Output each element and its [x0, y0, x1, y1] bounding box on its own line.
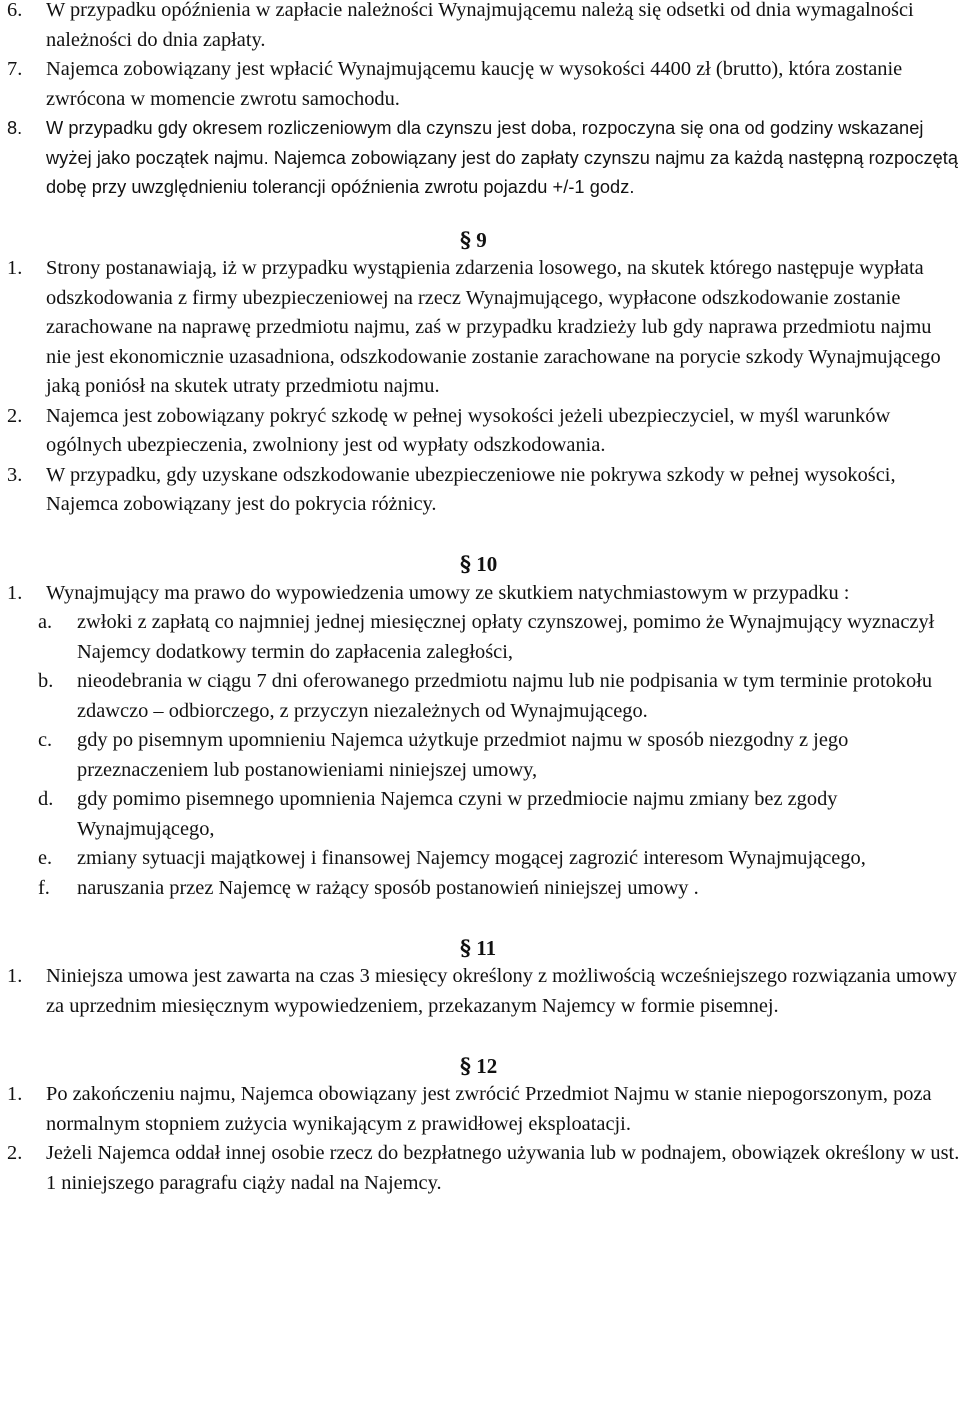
- item-number: 8.: [7, 118, 23, 138]
- list-item: [0, 254, 960, 402]
- item-text: Najemca jest zobowiązany pokryć szkodę w pełnej wysokości jeżeli ubezpieczyciel, w myśl warunków ogólnych ubezpieczenia, zwolniony jest od wypłaty odszkodowania.: [46, 404, 891, 456]
- item-number: 1.: [7, 581, 23, 604]
- sub-list-item: [0, 667, 960, 726]
- section-heading-10: [0, 549, 960, 579]
- item-text: W przypadku gdy okresem rozliczeniowym dla czynszu jest doba, rozpoczyna się ona od godziny wskazanej wyżej jako początek najmu. Najemca zobowiązany jest do zapłaty czynszu najmu za każdą następną rozpoczętą dobę przy uwzględnieniu tolerancji opóźnienia zwrotu pojazdu +/-1 godz.: [46, 118, 959, 197]
- item-number: 2.: [7, 1142, 23, 1164]
- section-number: 10: [476, 552, 498, 576]
- list-item: [0, 579, 960, 609]
- item-letter: d.: [38, 788, 54, 810]
- item-letter: e.: [38, 847, 53, 869]
- item-text: Jeżeli Najemca oddał innej osobie rzecz do bezpłatnego używania lub w podnajem, obowiązek określony w ust. 1 niniejszego paragrafu ciąży nadal na Najemcy.: [46, 1142, 960, 1194]
- section-number: 12: [476, 1053, 498, 1078]
- list-item: [0, 1139, 960, 1198]
- section-symbol: §: [460, 226, 471, 252]
- sub-list-item: [0, 608, 960, 667]
- sub-list-item: [0, 726, 960, 785]
- item-text: Po zakończeniu najmu, Najemca obowiązany jest zwrócić Przedmiot Najmu w stanie niepogorszonym, poza normalnym stopniem zużycia wynikającym z prawidłowej eksploatacji.: [46, 1083, 932, 1135]
- section-number: 11: [476, 935, 497, 960]
- item-letter: f.: [38, 876, 50, 899]
- item-text: Niniejsza umowa jest zawarta na czas 3 miesięcy określony z możliwością wcześniejszego rozwiązania umowy za uprzednim miesięcznym wypowiedzeniem, przekazanym Najemcy w formie pisemnej.: [46, 965, 957, 1017]
- item-text: W przypadku opóźnienia w zapłacie należności Wynajmującemu należą się odsetki od dnia wymagalności należności do dnia zapłaty.: [46, 0, 914, 51]
- item-letter: a.: [38, 611, 53, 633]
- item-number: 3.: [7, 463, 23, 486]
- list-item: [0, 55, 960, 114]
- section-number: 9: [476, 227, 487, 252]
- item-text: nieodebrania w ciągu 7 dni oferowanego przedmiotu najmu lub nie podpisania w tym terminie protokołu zdawczo – odbiorczego, z przyczyn niezależnych od Wynajmującego.: [77, 670, 933, 722]
- list-item: [0, 1080, 960, 1139]
- list-item: [0, 0, 960, 55]
- section-symbol: §: [460, 934, 471, 960]
- item-text: gdy pomimo pisemnego upomnienia Najemca czyni w przedmiocie najmu zmiany bez zgody Wynajmującego,: [77, 788, 838, 840]
- list-item: [0, 461, 960, 520]
- item-letter: c.: [38, 729, 53, 751]
- section-symbol: §: [460, 1052, 471, 1078]
- item-text: Najemca zobowiązany jest wpłacić Wynajmującemu kaucję w wysokości 4400 zł (brutto), która zostanie zwrócona w momencie zwrotu samochodu.: [46, 58, 903, 110]
- item-text: zwłoki z zapłatą co najmniej jednej miesięcznej opłaty czynszowej, pomimo że Wynajmujący wyznaczył Najemcy dodatkowy termin do zapłacenia zaległości,: [77, 611, 935, 663]
- item-number: 1.: [7, 965, 23, 987]
- section-heading-12: [0, 1051, 960, 1081]
- item-text: gdy po pisemnym upomnieniu Najemca użytkuje przedmiot najmu w sposób niezgodny z jego przeznaczeniem lub postanowieniami niniejszej umowy,: [77, 729, 849, 781]
- section-heading-11: [0, 933, 960, 963]
- list-item: [0, 962, 960, 1021]
- item-number: 7.: [7, 58, 23, 80]
- item-number: 1.: [7, 257, 23, 279]
- item-text: zmiany sytuacji majątkowej i finansowej Najemcy mogącej zagrozić interesom Wynajmującego,: [77, 847, 866, 869]
- section-heading-9: [0, 225, 960, 255]
- item-number: 2.: [7, 404, 23, 427]
- item-text: Strony postanawiają, iż w przypadku wystąpienia zdarzenia losowego, na skutek którego następuje wypłata odszkodowania z firmy ubezpieczeniowej na rzecz Wynajmującego, wypłacone odszkodowanie zostanie zarachowane na naprawę przedmiotu najmu, zaś w przypadku kradzieży lub gdy naprawa przedmiotu najmu nie jest ekonomicznie uzasadniona, odszkodowanie zostanie zarachowane na porycie szkody Wynajmującego jaką poniósł na skutek utraty przedmiotu najmu.: [46, 257, 941, 397]
- sub-list-item: [0, 874, 960, 904]
- item-letter: b.: [38, 670, 54, 692]
- item-text: W przypadku, gdy uzyskane odszkodowanie ubezpieczeniowe nie pokrywa szkody w pełnej wysokości, Najemca zobowiązany jest do pokrycia różnicy.: [46, 463, 896, 515]
- section-symbol: §: [460, 551, 471, 576]
- sub-list-item: [0, 844, 960, 874]
- list-item: [0, 402, 960, 461]
- item-text: naruszania przez Najemcę w rażący sposób postanowień niniejszej umowy .: [77, 876, 699, 899]
- list-item: [0, 114, 960, 203]
- sub-list-item: [0, 785, 960, 844]
- item-text: Wynajmujący ma prawo do wypowiedzenia umowy ze skutkiem natychmiastowym w przypadku :: [46, 581, 850, 604]
- item-number: 6.: [7, 0, 23, 21]
- item-number: 1.: [7, 1083, 23, 1105]
